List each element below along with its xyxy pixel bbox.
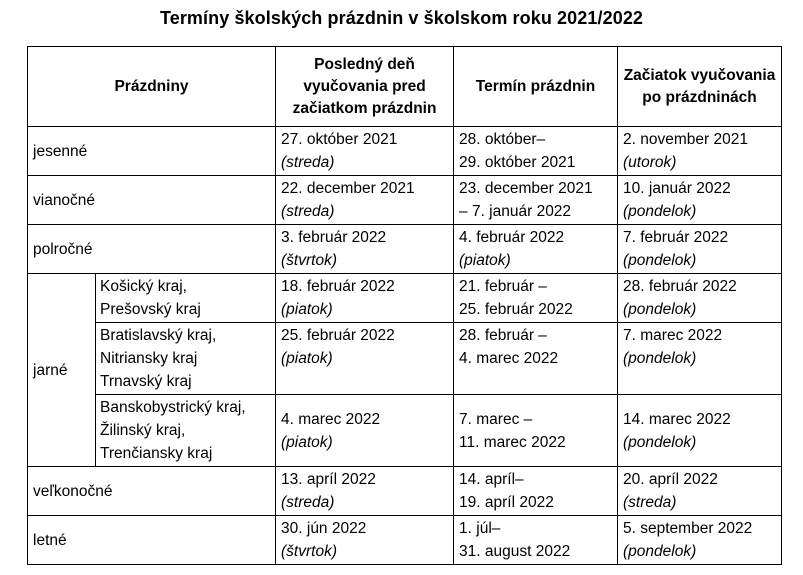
- table-row: [28, 395, 782, 467]
- holiday-table: [27, 46, 782, 565]
- region-text: Košický kraj,: [100, 278, 187, 295]
- header-holidays: Prázdniny: [28, 47, 276, 127]
- region-cell: [96, 274, 276, 323]
- term-cell: [454, 225, 618, 274]
- last-day-cell: [276, 176, 454, 225]
- region-text: Bratislavský kraj,: [100, 327, 217, 344]
- table-row: [28, 274, 782, 323]
- date-text: 25. február 2022: [459, 301, 573, 318]
- weekday-text: (piatok): [281, 433, 333, 451]
- holiday-name: vianočné: [28, 176, 276, 225]
- holiday-name: jesenné: [28, 127, 276, 176]
- date-text: 1. júl–: [459, 520, 501, 537]
- weekday-text: (piatok): [459, 252, 511, 269]
- date-text: 28. október–: [459, 131, 546, 148]
- table-row: [28, 127, 782, 176]
- date-text: 28. február 2022: [623, 278, 737, 295]
- weekday-text: (streda): [623, 494, 677, 511]
- last-day-cell: [276, 395, 454, 467]
- holiday-name: jarné: [28, 274, 96, 467]
- holiday-name: polročné: [28, 225, 276, 274]
- start-cell: [618, 127, 782, 176]
- term-cell: [454, 176, 618, 225]
- date-text: 10. január 2022: [623, 180, 731, 197]
- start-cell: [618, 323, 782, 395]
- start-cell: [618, 516, 782, 565]
- term-cell: [454, 274, 618, 323]
- date-text: 19. apríl 2022: [459, 494, 554, 511]
- weekday-text: (piatok): [281, 301, 333, 318]
- date-text: 31. august 2022: [459, 543, 571, 560]
- region-text: Nitriansky kraj: [100, 350, 198, 367]
- table-row: [28, 516, 782, 565]
- header-term: Termín prázdnin: [454, 47, 618, 127]
- term-cell: [454, 395, 618, 467]
- term-cell: [454, 127, 618, 176]
- start-cell: [618, 395, 782, 467]
- last-day-cell: [276, 467, 454, 516]
- region-cell: [96, 323, 276, 395]
- weekday-text: (streda): [281, 494, 335, 511]
- weekday-text: (štvrtok): [281, 252, 337, 269]
- start-cell: [618, 274, 782, 323]
- header-start: Začiatok vyučovania po prázdninách: [618, 47, 782, 127]
- region-text: Trnavský kraj: [100, 373, 192, 390]
- date-text: 4. marec 2022: [459, 350, 559, 367]
- weekday-text: (pondelok): [623, 203, 697, 220]
- date-text: 22. december 2021: [281, 180, 415, 197]
- weekday-text: (pondelok): [623, 543, 697, 560]
- date-text: 27. október 2021: [281, 131, 398, 148]
- term-cell: [454, 323, 618, 395]
- date-text: 30. jún 2022: [281, 520, 367, 537]
- document-title: Termíny školských prázdnin v školskom roku 2021/2022: [159, 8, 644, 28]
- date-text: 14. marec 2022: [623, 410, 731, 428]
- weekday-text: (pondelok): [623, 252, 697, 269]
- region-text: Trenčiansky kraj: [100, 445, 213, 462]
- start-cell: [618, 467, 782, 516]
- weekday-text: (štvrtok): [281, 543, 337, 560]
- header-row: [28, 47, 782, 127]
- weekday-text: (streda): [281, 154, 335, 171]
- date-text: 13. apríl 2022: [281, 471, 376, 488]
- region-text: Banskobystrický kraj,: [100, 399, 246, 416]
- date-text: 7. marec 2022: [623, 327, 723, 344]
- date-text: 4. február 2022: [459, 229, 565, 246]
- date-text: 7. marec –: [459, 410, 533, 428]
- table-row: [28, 323, 782, 395]
- weekday-text: (utorok): [623, 154, 677, 171]
- weekday-text: (pondelok): [623, 433, 697, 451]
- date-text: 4. marec 2022: [281, 410, 381, 428]
- date-text: 2. november 2021: [623, 131, 748, 148]
- table-row: [28, 176, 782, 225]
- last-day-cell: [276, 225, 454, 274]
- region-text: Prešovský kraj: [100, 301, 201, 318]
- date-text: 28. február –: [459, 327, 547, 344]
- date-text: 25. február 2022: [281, 327, 395, 344]
- region-text: Žilinský kraj,: [100, 422, 186, 439]
- date-text: 5. september 2022: [623, 520, 753, 537]
- date-text: 23. december 2021: [459, 180, 593, 197]
- start-cell: [618, 176, 782, 225]
- header-last-day: Posledný deň vyučovania pred začiatkom prázdnin: [276, 47, 454, 127]
- weekday-text: (pondelok): [623, 350, 697, 367]
- region-cell: [96, 395, 276, 467]
- term-cell: [454, 467, 618, 516]
- weekday-text: (piatok): [281, 350, 333, 367]
- holiday-name: letné: [28, 516, 276, 565]
- table-row: [28, 225, 782, 274]
- weekday-text: (pondelok): [623, 301, 697, 318]
- date-text: 7. február 2022: [623, 229, 729, 246]
- date-text: 20. apríl 2022: [623, 471, 718, 488]
- last-day-cell: [276, 516, 454, 565]
- weekday-text: (streda): [281, 203, 335, 220]
- start-cell: [618, 225, 782, 274]
- last-day-cell: [276, 323, 454, 395]
- date-text: 21. február –: [459, 278, 547, 295]
- term-cell: [454, 516, 618, 565]
- date-text: – 7. január 2022: [459, 203, 572, 220]
- date-text: 11. marec 2022: [459, 433, 566, 451]
- last-day-cell: [276, 274, 454, 323]
- holiday-name: veľkonočné: [28, 467, 276, 516]
- table-row: [28, 467, 782, 516]
- date-text: 29. október 2021: [459, 154, 576, 171]
- date-text: 3. február 2022: [281, 229, 387, 246]
- date-text: 14. apríl–: [459, 471, 524, 488]
- date-text: 18. február 2022: [281, 278, 395, 295]
- last-day-cell: [276, 127, 454, 176]
